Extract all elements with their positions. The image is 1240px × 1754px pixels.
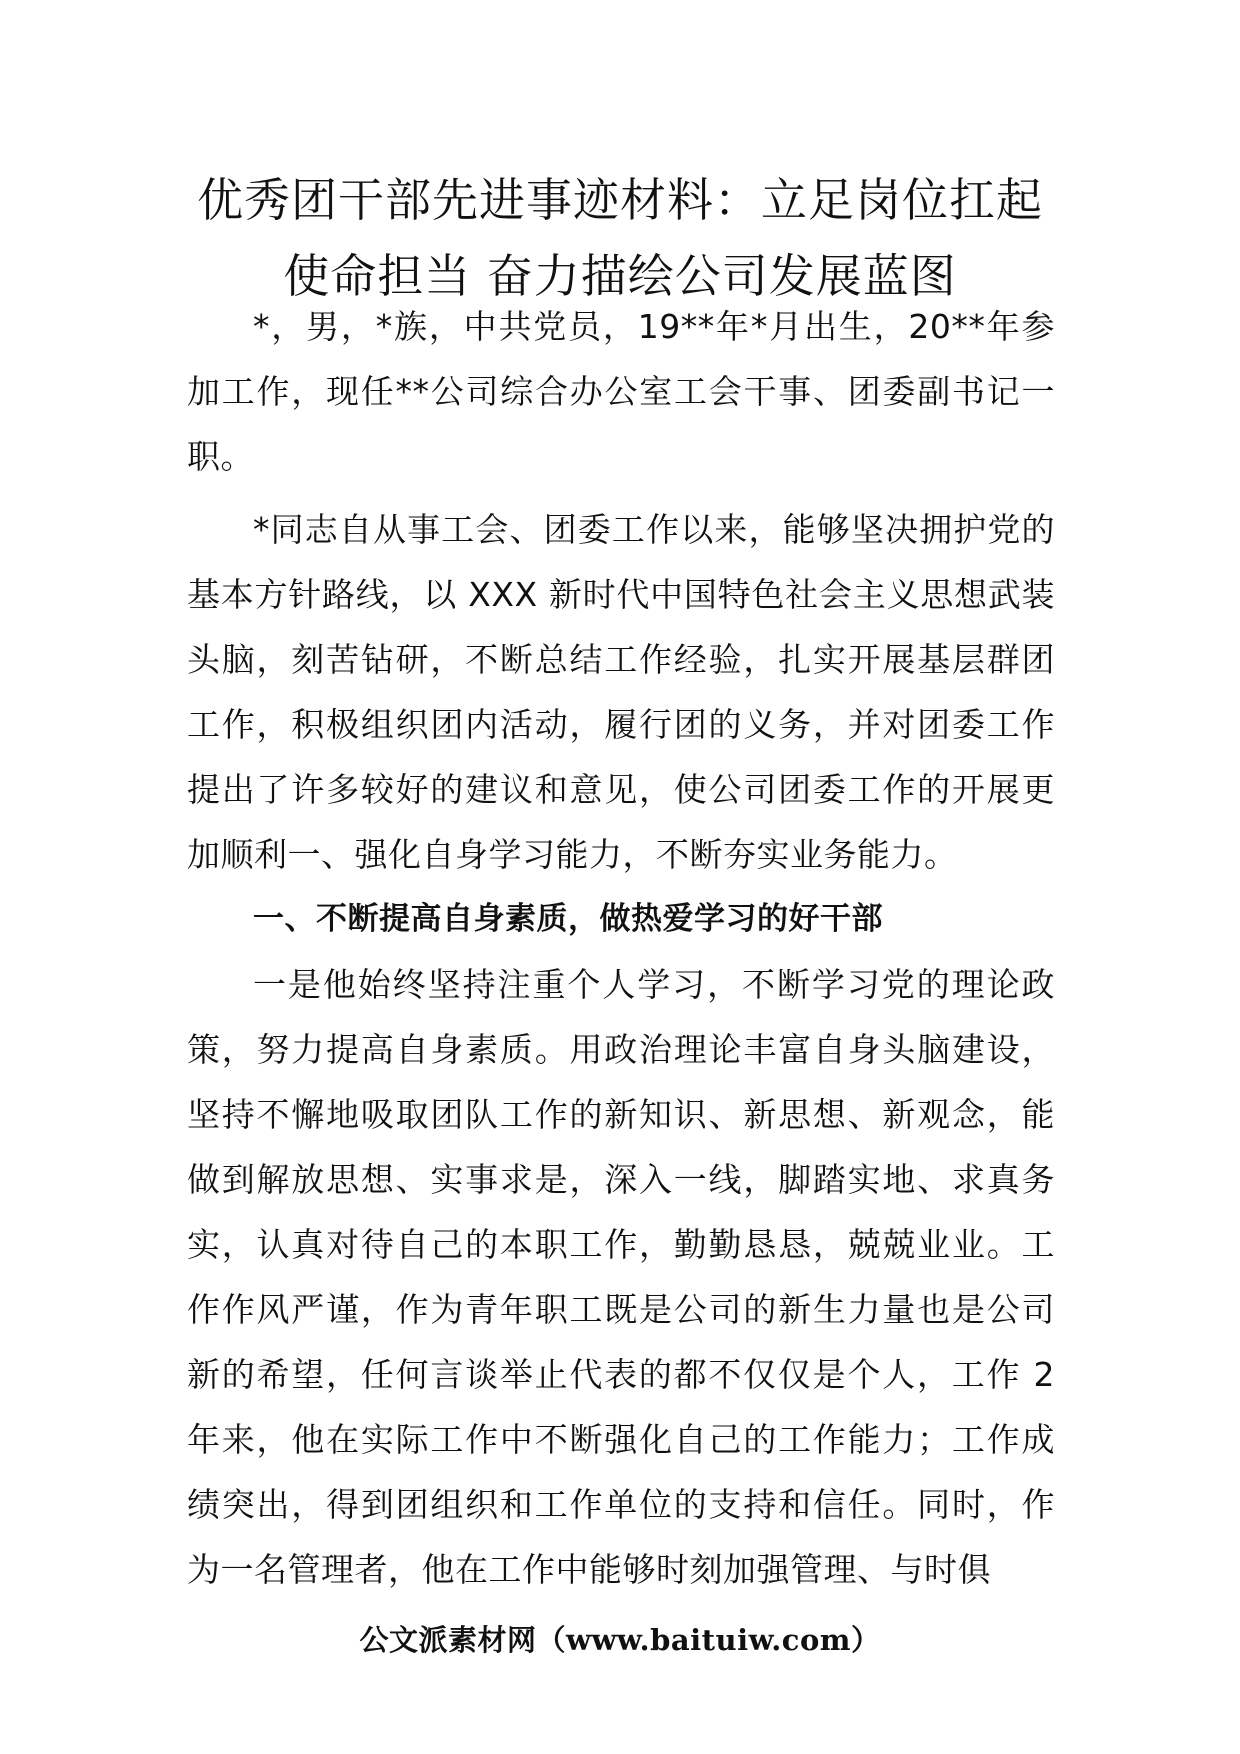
paragraph-summary: *同志自从事工会、团委工作以来，能够坚决拥护党的基本方针路线，以 XXX 新时代中国特色社会主义思想武装头脑，刻苦钻研，不断总结工作经验，扎实开展基层群团工作，积极组织团内活动，履行团的义务，并对团委工作提出了许多较好的建议和意见，使公司团委工作的开展更加顺利一、强化自身学习能力，不断夯实业务能力。 xyxy=(187,510,1055,874)
section-heading: 一、不断提高自身素质，做热爱学习的好干部 xyxy=(253,901,883,937)
document-title xyxy=(150,162,1090,314)
paragraph-profile: *，男，*族，中共党员，19**年*月出生，20**年参加工作，现任**公司综合办公室工会干事、团委副书记一职。 xyxy=(187,307,1055,476)
title-line-1: 优秀团干部先进事迹材料：立足岗位扛起 xyxy=(197,173,1043,227)
paragraph-study: 一是他始终坚持注重个人学习，不断学习党的理论政策，努力提高自身素质。用政治理论丰富自身头脑建设，坚持不懈地吸取团队工作的新知识、新思想、新观念，能做到解放思想、实事求是，深入一线，脚踏实地、求真务实，认真对待自己的本职工作，勤勤恳恳，兢兢业业。工作作风严谨，作为青年职工既是公司的新生力量也是公司新的希望，任何言谈举止代表的都不仅仅是个人，工作 2 年来，他在实际工作中不断强化自己的工作能力；工作成绩突出，得到团组织和工作单位的支持和信任。同时，作为一名管理者，他在工作中能够时刻加强管理、与时俱 xyxy=(187,965,1055,1589)
watermark-footer: 公文派素材网（www.baituiw.com） xyxy=(359,1623,881,1657)
document-body xyxy=(187,294,1055,1602)
title-line-2: 使命担当 奋力描绘公司发展蓝图 xyxy=(283,249,957,303)
